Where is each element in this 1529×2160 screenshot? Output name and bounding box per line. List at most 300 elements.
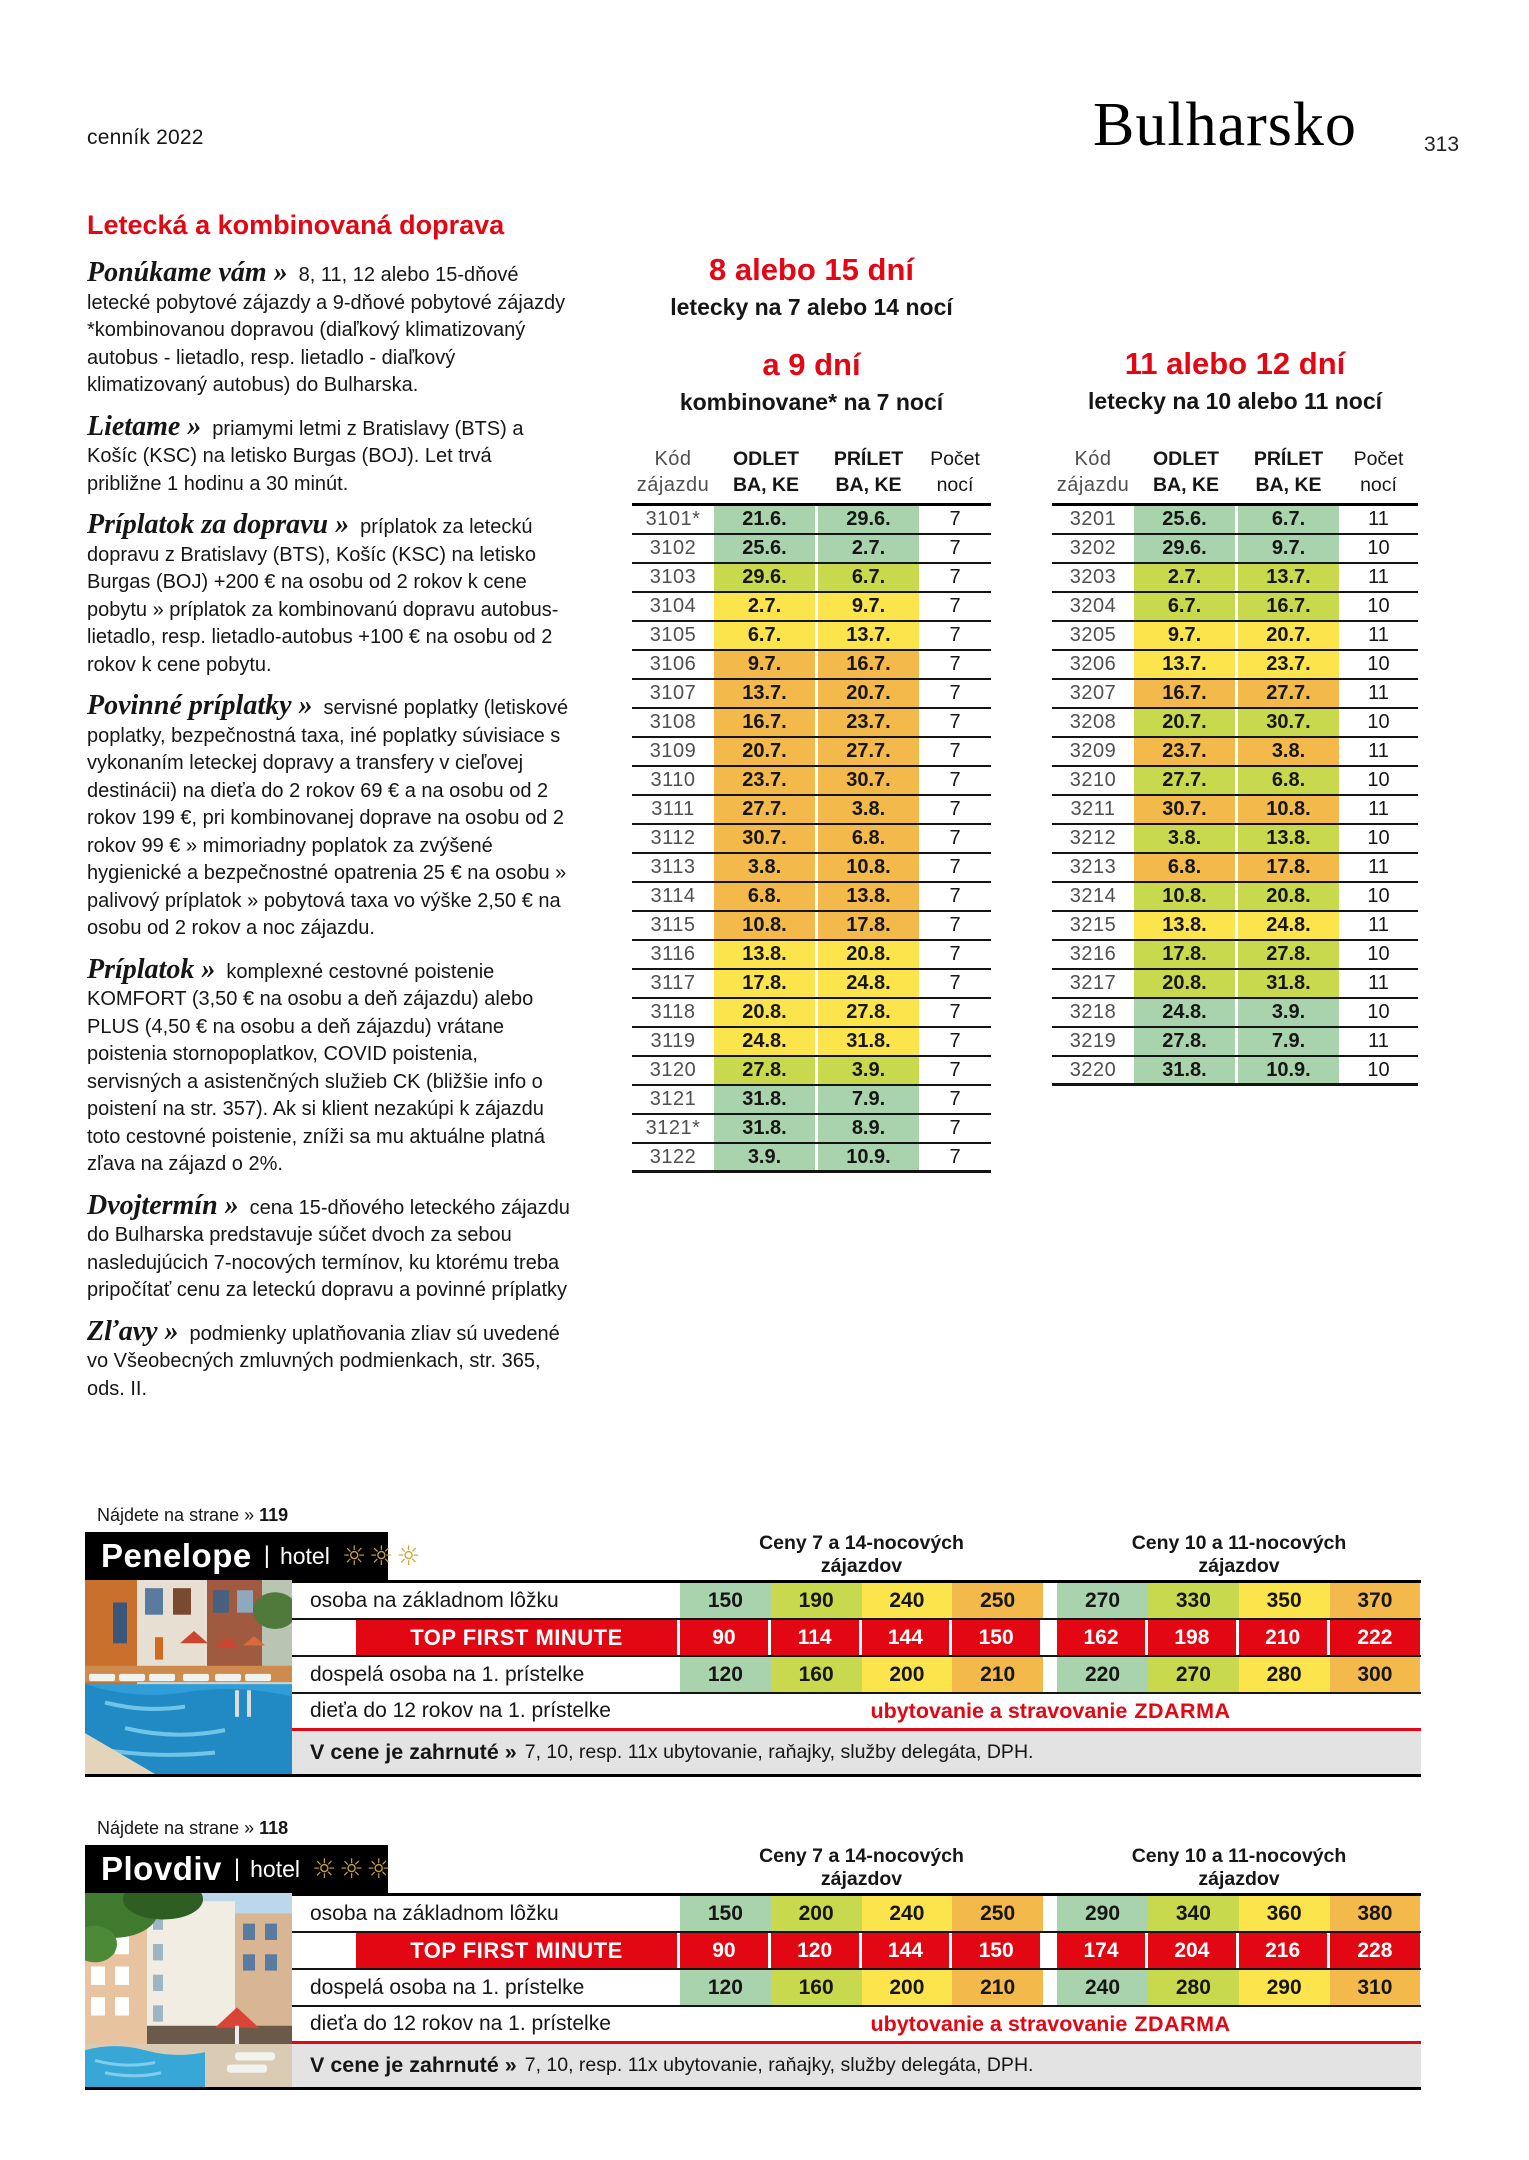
section-heading: Letecká a kombinovaná doprava [87,210,505,240]
arrival-date: 2.7. [818,535,919,562]
tour-code: 3107 [649,682,697,704]
duration-title-2: a 9 dní [762,347,861,382]
price-cell: 360 [1239,1896,1330,1931]
departure-date: 25.6. [714,535,818,562]
nights-count: 10 [1367,653,1390,675]
price-row-label: dospelá osoba na 1. prístelke [310,1662,585,1686]
card-head [85,1845,1421,1893]
departure-date: 2.7. [714,593,818,620]
nights-count: 7 [949,1001,961,1023]
arrival-date: 27.8. [1238,941,1339,968]
price-cell: 220 [1057,1657,1148,1692]
paragraph-lead: Príplatok za dopravu » [87,509,357,540]
child-free-row [292,2007,1421,2044]
price-cell: 120 [680,1657,771,1692]
arrival-date: 31.8. [1238,970,1339,997]
card-body [85,1580,1421,1777]
flight-row [632,1086,991,1115]
flight-row [632,535,991,564]
nights-count: 7 [949,1117,961,1139]
paragraph-lead: Povinné príplatky » [87,690,320,721]
price-cell: 162 [1057,1620,1148,1655]
nights-count: 11 [1368,740,1389,762]
tour-code: 3220 [1069,1058,1117,1081]
flight-row [1052,767,1418,796]
departure-date: 20.8. [714,999,818,1026]
free-note-text: ubytovanie a stravovanie [870,2011,1128,2036]
flight-row [1052,999,1418,1028]
price-cell: 114 [771,1620,862,1655]
departure-date: 13.7. [714,680,818,707]
flight-row [632,796,991,825]
departure-date: 25.6. [1134,506,1238,533]
price-cell: 174 [1057,1933,1148,1968]
nights-count: 11 [1368,682,1389,704]
price-cell: 200 [771,1896,862,1931]
tour-code: 3106 [649,653,697,675]
nights-count: 11 [1368,856,1389,878]
header-arrival: PRÍLET BA, KE [833,448,904,496]
departure-date: 20.7. [714,738,818,765]
price-cell: 340 [1148,1896,1239,1931]
tour-code: 3116 [650,943,696,965]
arrival-date: 13.8. [1238,825,1339,852]
price-cell: 240 [1057,1970,1148,2005]
tour-code: 3214 [1069,885,1117,907]
flight-row [632,680,991,709]
price-cell: 270 [1057,1583,1148,1618]
tour-code: 3105 [649,624,697,646]
departure-date: 10.8. [714,912,818,939]
flight-dates-table-10-11 [1052,440,1418,1086]
paragraph-lead: Dvojtermín » [87,1189,246,1221]
tour-code: 3205 [1069,624,1117,646]
departure-date: 23.7. [1134,738,1238,765]
free-note-bold: ZDARMA [1134,1698,1231,1723]
arrival-date: 30.7. [818,767,919,794]
nights-count: 7 [949,798,961,820]
table-header [632,440,991,506]
table-rows [1052,506,1418,1086]
tour-code: 3207 [1069,682,1117,704]
departure-date: 31.8. [714,1086,818,1113]
departure-date: 20.7. [1134,709,1238,736]
nights-count: 7 [949,1030,961,1052]
departure-date: 27.8. [1134,1028,1238,1055]
departure-date: 10.8. [1134,883,1238,910]
tour-code: 3121* [645,1117,701,1139]
middle-table-titles [632,252,991,416]
departure-date: 30.7. [714,825,818,852]
price-cell: 150 [952,1933,1043,1968]
price-cell: 198 [1148,1620,1239,1655]
flight-row [632,738,991,767]
flight-row [1052,796,1418,825]
card-body [85,1893,1421,2090]
departure-date: 3.8. [1134,825,1238,852]
page-reference [97,1818,288,1839]
table-rows [632,506,991,1173]
hotel-type: hotel [250,1855,300,1882]
departure-date: 21.6. [714,506,818,533]
top-first-minute-row [292,1933,1421,1970]
flight-row [1052,593,1418,622]
nights-count: 7 [949,1145,961,1168]
tour-code: 3215 [1069,914,1117,936]
tour-code: 3204 [1069,595,1117,617]
flight-row [1052,825,1418,854]
arrival-date: 17.8. [818,912,919,939]
intro-paragraph [87,410,571,499]
departure-date: 3.8. [714,854,818,881]
arrival-date: 27.7. [818,738,919,765]
top-row-spacer [292,1933,356,1968]
flight-row [632,622,991,651]
flight-row [632,883,991,912]
nights-count: 11 [1368,1030,1389,1052]
flight-row [632,506,991,535]
departure-date: 23.7. [714,767,818,794]
departure-date: 9.7. [714,651,818,678]
arrival-date: 9.7. [818,593,919,620]
catalog-label: cenník 2022 [87,126,204,149]
arrival-date: 7.9. [1238,1028,1339,1055]
hotel-stars-icon: ☼☼☼ [311,1853,394,1885]
tour-code: 3117 [650,972,696,994]
price-group-header-10-11: Ceny 10 a 11-nocových zájazdov [1131,1845,1347,1890]
header-nights: Počet nocí [930,448,980,496]
price-cell: 350 [1239,1583,1330,1618]
page-reference-label: Nájdete na strane » [97,1818,255,1838]
tour-code: 3119 [650,1030,696,1052]
departure-date: 24.8. [714,1028,818,1055]
price-cell: 150 [680,1583,771,1618]
hotel-photo [85,1893,292,2087]
departure-date: 6.8. [714,883,818,910]
departure-date: 16.7. [714,709,818,736]
hotel-photo-illustration [85,1893,292,2087]
arrival-date: 8.9. [818,1115,919,1142]
flight-row [632,1115,991,1144]
flight-row [1052,535,1418,564]
price-row [292,1583,1421,1620]
intro-paragraph [87,953,571,1179]
intro-paragraph [87,1315,571,1404]
departure-date: 27.7. [1134,767,1238,794]
departure-date: 31.8. [1134,1057,1238,1083]
departure-date: 6.7. [714,622,818,649]
tour-code: 3101* [645,508,701,530]
hotel-card-penelope [85,1505,1421,1777]
flight-row [632,1057,991,1086]
price-cell: 270 [1148,1657,1239,1692]
arrival-date: 3.8. [1238,738,1339,765]
paragraph-lead: Lietame » [87,410,209,442]
flight-row [1052,912,1418,941]
nights-count: 10 [1367,769,1390,791]
tour-code: 3102 [649,537,697,559]
price-cell: 240 [862,1896,953,1931]
card-head [85,1532,1421,1580]
price-row [292,1970,1421,2007]
price-cell: 370 [1330,1583,1421,1618]
nights-count: 11 [1368,508,1389,530]
departure-date: 29.6. [714,564,818,591]
arrival-date: 23.7. [818,709,919,736]
departure-date: 27.7. [714,796,818,823]
price-row [292,1657,1421,1694]
arrival-date: 10.8. [818,854,919,881]
nights-count: 10 [1367,1001,1390,1023]
nights-count: 10 [1367,885,1390,907]
flight-row [1052,651,1418,680]
price-cell: 228 [1330,1933,1421,1968]
flight-row [1052,941,1418,970]
price-cell: 200 [862,1657,953,1692]
nights-count: 7 [949,827,961,849]
nights-count: 7 [949,972,961,994]
tour-code: 3210 [1069,769,1117,791]
tour-code: 3111 [651,798,695,820]
flight-row [1052,564,1418,593]
price-cell: 90 [680,1620,771,1655]
top-first-minute-row [292,1620,1421,1657]
page-reference-number: 118 [259,1818,289,1838]
departure-date: 17.8. [1134,941,1238,968]
arrival-date: 27.7. [1238,680,1339,707]
arrival-date: 6.7. [1238,506,1339,533]
hotel-type: hotel [279,1542,330,1569]
duration-subtitle-2: kombinovane* na 7 nocí [679,389,944,415]
header-tour-code: Kód zájazdu [636,448,710,496]
departure-date: 24.8. [1134,999,1238,1026]
transport-info-column [87,210,571,1416]
price-cell: 120 [771,1933,862,1968]
page-reference [97,1505,288,1526]
tour-code: 3104 [649,595,697,617]
nights-count: 7 [949,1088,961,1110]
tour-code: 3108 [649,711,697,733]
flight-row [632,593,991,622]
nights-count: 7 [949,624,961,646]
arrival-date: 23.7. [1238,651,1339,678]
nights-count: 7 [949,711,961,733]
included-footer-lead: V cene je zahrnuté » [310,1740,517,1764]
tour-code: 3118 [650,1001,696,1023]
top-row-spacer [292,1620,356,1655]
flight-row [1052,709,1418,738]
price-group-header-7-14: Ceny 7 a 14-nocových zájazdov [759,1532,964,1577]
nights-count: 11 [1368,624,1389,646]
child-free-row [292,1694,1421,1731]
price-row-label: dospelá osoba na 1. prístelke [310,1975,585,1999]
header-arrival: PRÍLET BA, KE [1253,448,1324,496]
tour-code: 3211 [1070,798,1116,820]
arrival-date: 6.8. [1238,767,1339,794]
nights-count: 11 [1368,914,1389,936]
duration-subtitle: letecky na 10 alebo 11 nocí [1087,388,1383,414]
top-first-minute-label: TOP FIRST MINUTE [356,1933,680,1968]
price-cell: 210 [1239,1620,1330,1655]
intro-paragraph [87,511,571,679]
price-group-header-7-14: Ceny 7 a 14-nocových zájazdov [759,1845,964,1890]
nights-count: 11 [1368,972,1389,994]
flight-row [1052,1028,1418,1057]
nights-count: 7 [949,653,961,675]
page-number: 313 [1424,133,1460,156]
free-note [680,2007,1421,2041]
included-footer-text: 7, 10, resp. 11x ubytovanie, raňajky, služby delegáta, DPH. [524,1741,1034,1763]
tour-code: 3208 [1069,711,1117,733]
flight-row [632,941,991,970]
nights-count: 10 [1367,595,1390,617]
flight-dates-table-7-14 [632,440,991,1173]
price-cell: 150 [680,1896,771,1931]
price-cell: 290 [1239,1970,1330,2005]
price-row [292,1896,1421,1933]
nights-count: 7 [949,943,961,965]
free-note-text: ubytovanie a stravovanie [870,1698,1128,1723]
title-separator: | [263,1542,270,1569]
price-cell: 300 [1330,1657,1421,1692]
tour-code: 3121 [649,1088,697,1110]
departure-date: 27.8. [714,1057,818,1084]
flight-row [632,1144,991,1173]
tour-code: 3109 [649,740,697,762]
nights-count: 10 [1367,1058,1390,1081]
paragraph-text: cena 15-dňového leteckého zájazdu do Bulharska predstavuje súčet dvoch za sebou nasledujúcich 7-nocových termínov, ku ktorému treba pripočítať cenu za leteckú dopravu a povinné príplatky [87,1196,570,1301]
departure-date: 16.7. [1134,680,1238,707]
arrival-date: 20.7. [818,680,919,707]
top-first-minute-label: TOP FIRST MINUTE [356,1620,680,1655]
hotel-photo-illustration [85,1580,292,1774]
arrival-date: 9.7. [1238,535,1339,562]
departure-date: 20.8. [1134,970,1238,997]
included-footer-text: 7, 10, resp. 11x ubytovanie, raňajky, služby delegáta, DPH. [524,2054,1034,2076]
arrival-date: 3.9. [1238,999,1339,1026]
flight-row [632,825,991,854]
arrival-date: 16.7. [818,651,919,678]
price-cell: 330 [1148,1583,1239,1618]
price-row-label: dieťa do 12 rokov na 1. prístelke [310,2012,611,2035]
flight-row [632,1028,991,1057]
price-cell: 280 [1148,1970,1239,2005]
nights-count: 11 [1368,798,1389,820]
arrival-date: 6.7. [818,564,919,591]
arrival-date: 29.6. [818,506,919,533]
flight-row [632,709,991,738]
arrival-date: 6.8. [818,825,919,852]
hotel-name: Plovdiv [101,1850,222,1887]
nights-count: 7 [949,682,961,704]
intro-paragraphs [87,259,571,1403]
price-rows [292,1893,1421,2087]
hotel-photo [85,1580,292,1774]
tour-code: 3206 [1069,653,1117,675]
price-cell: 216 [1239,1933,1330,1968]
tour-code: 3216 [1069,943,1117,965]
price-cell: 190 [771,1583,862,1618]
departure-date: 6.7. [1134,593,1238,620]
page-reference-number: 119 [259,1505,289,1525]
nights-count: 10 [1367,943,1390,965]
arrival-date: 31.8. [818,1028,919,1055]
price-cell: 380 [1330,1896,1421,1931]
hotel-card-plovdiv [85,1818,1421,2090]
country-title: Bulharsko [1093,91,1357,159]
duration-subtitle: letecky na 7 alebo 14 nocí [670,294,953,320]
tour-code: 3110 [650,769,696,791]
flight-row [1052,1057,1418,1086]
tour-code: 3103 [649,566,697,588]
paragraph-text: servisné poplatky (letiskové poplatky, bezpečnostná taxa, iné poplatky súvisiace s vykonaním leteckej dopravy a transfery v cieľovej destinácii) na dieťa do 2 rokov 69 € a na osobu od 2 rokov 199 €, pri kombinovanej doprave na osobu od 2 rokov 99 € » mimoriadny poplatok za zvýšené hygienické a bezpečnostné opatrenia 25 € na osobu » palivový príplatok » pobytová taxa vo výške 2,50 € na osobu od 2 rokov a noc zájazdu. [87,697,569,939]
arrival-date: 13.7. [818,622,919,649]
arrival-date: 7.9. [818,1086,919,1113]
nights-count: 7 [949,740,961,762]
nights-count: 7 [949,856,961,878]
tour-code: 3219 [1069,1030,1117,1052]
nights-count: 11 [1368,566,1389,588]
price-cell: 240 [862,1583,953,1618]
arrival-date: 13.8. [818,883,919,910]
nights-count: 7 [949,508,961,530]
arrival-date: 10.8. [1238,796,1339,823]
paragraph-text: komplexné cestovné poistenie KOMFORT (3,50 € na osobu a deň zájazdu) alebo PLUS (4,50 € na osobu a deň zájazdu) vrátane poistenia stornopoplatkov, COVID poistenia, servisných a asistenčných služieb CK (bližšie info o poistení na str. 357). Ak si klient nezakúpi k zájazdu toto cestovné poistenie, zníži sa mu aktuálne platná zľava na zájazd o 2%. [87,960,546,1175]
tour-code: 3120 [649,1059,697,1081]
price-cell: 280 [1239,1657,1330,1692]
duration-title: 8 alebo 15 dní [708,252,914,287]
flight-row [1052,622,1418,651]
price-row-label: dieťa do 12 rokov na 1. prístelke [310,1699,611,1722]
price-cell: 150 [952,1620,1043,1655]
title-separator: | [233,1855,241,1882]
tour-code: 3115 [650,914,696,936]
price-cell: 200 [862,1970,953,2005]
departure-date: 31.8. [714,1115,818,1142]
hotel-name: Penelope [101,1537,252,1574]
tour-code: 3114 [650,885,696,907]
tour-code: 3217 [1069,972,1117,994]
flight-row [632,767,991,796]
tour-code: 3201 [1069,508,1117,530]
arrival-date: 16.7. [1238,593,1339,620]
header-tour-code: Kód zájazdu [1056,448,1130,496]
departure-date: 17.8. [714,970,818,997]
price-cell: 90 [680,1933,771,1968]
arrival-date: 17.8. [1238,854,1339,881]
nights-count: 10 [1367,537,1390,559]
nights-count: 7 [949,914,961,936]
tour-code: 3112 [650,827,696,849]
price-group-header-10-11: Ceny 10 a 11-nocových zájazdov [1131,1532,1347,1577]
nights-count: 7 [949,885,961,907]
page-reference-label: Nájdete na strane » [97,1505,255,1525]
hotel-title-bar [85,1532,424,1580]
intro-paragraph [87,259,571,400]
nights-count: 7 [949,595,961,617]
free-note [680,1694,1421,1728]
included-footer [292,2044,1421,2087]
price-cell: 250 [952,1896,1043,1931]
arrival-date: 20.8. [818,941,919,968]
arrival-date: 13.7. [1238,564,1339,591]
included-footer [292,1731,1421,1774]
price-cell: 144 [862,1933,953,1968]
departure-date: 13.7. [1134,651,1238,678]
price-cell: 250 [952,1583,1043,1618]
header-departure: ODLET BA, KE [1152,448,1220,496]
paragraph-lead: Zľavy » [87,1315,186,1347]
